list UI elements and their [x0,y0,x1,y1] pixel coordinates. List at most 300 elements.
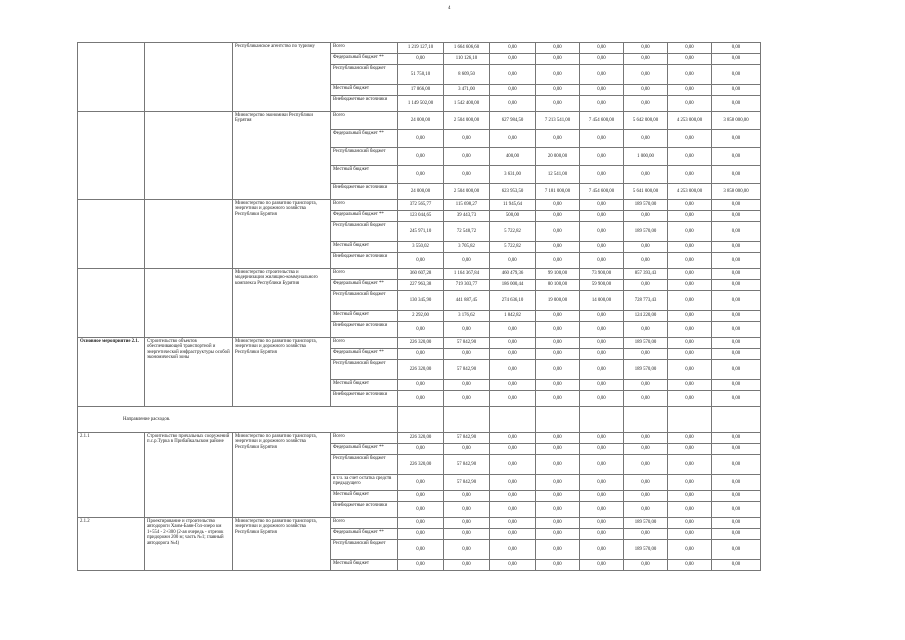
table-row [78,518,761,529]
amount-cell: 0,00 [398,560,444,571]
amount-cell: 0,00 [624,475,668,491]
amount-cell: 0,00 [668,291,712,311]
amount-cell: 123 044,65 [398,211,444,222]
amount-cell: 226 320,00 [398,455,444,475]
funding-source: Внебюджетные источники [331,253,398,269]
amount-cell: 39 443,73 [444,211,490,222]
amount-cell: 0,00 [580,211,624,222]
amount-cell: 227 963,38 [398,280,444,291]
funding-source: Внебюджетные источники [331,502,398,518]
amount-cell: 0,00 [398,253,444,269]
amount-cell: 857 393,43 [624,269,668,280]
amount-cell: 0,00 [444,391,490,407]
program-code [78,43,145,112]
program-name [145,43,233,112]
page-number: 4 [448,6,451,11]
amount-cell: 24 000,00 [398,184,444,200]
amount-cell: 0,00 [712,43,761,54]
amount-cell: 0,00 [624,455,668,475]
amount-cell: 0,00 [398,130,444,148]
funding-source: Всего [331,433,398,444]
amount-cell: 0,00 [624,242,668,253]
amount-cell: 0,00 [712,322,761,338]
table-row [78,269,761,280]
amount-cell: 0,00 [580,43,624,54]
amount-cell: 7 454 600,00 [580,184,624,200]
amount-cell: 5 642 000,00 [624,112,668,130]
amount-cell: 0,00 [490,560,536,571]
amount-cell: 0,00 [536,349,580,360]
amount-cell: 115 698,27 [444,200,490,211]
funding-source: в т.ч. за счет остатка средств предыдущего [331,475,398,491]
amount-cell: 0,00 [712,166,761,184]
executor-name: Министерство экономики Республики Бурятия [233,112,331,200]
empty-cell [580,407,624,433]
amount-cell: 0,00 [398,540,444,560]
amount-cell: 0,00 [580,200,624,211]
funding-source: Местный бюджет [331,380,398,391]
amount-cell: 0,00 [444,444,490,455]
amount-cell: 0,00 [580,560,624,571]
amount-cell: 5 722,82 [490,242,536,253]
amount-cell: 12 541,00 [536,166,580,184]
table-row [78,338,761,349]
amount-cell: 1 664 606,60 [444,43,490,54]
amount-cell: 0,00 [580,65,624,85]
funding-source: Федеральный бюджет ** [331,54,398,65]
amount-cell: 3 471,00 [444,85,490,96]
amount-cell: 0,00 [580,322,624,338]
amount-cell: 0,00 [624,491,668,502]
amount-cell: 0,00 [580,380,624,391]
program-name: Строительство объектов обеспечивающей транспортной и энергетической инфраструктуры особой экономической зоны [145,338,233,407]
amount-cell: 0,00 [536,211,580,222]
amount-cell: 0,00 [444,560,490,571]
amount-cell: 99 100,00 [536,269,580,280]
amount-cell: 124 220,00 [624,311,668,322]
amount-cell: 0,00 [624,433,668,444]
amount-cell: 0,00 [712,433,761,444]
amount-cell: 3 550,02 [398,242,444,253]
amount-cell: 3 858 000,00 [712,112,761,130]
amount-cell: 226 320,00 [398,338,444,349]
amount-cell: 189 570,00 [624,518,668,529]
amount-cell: 0,00 [624,380,668,391]
funding-source: Местный бюджет [331,166,398,184]
amount-cell: 0,00 [580,54,624,65]
amount-cell: 0,00 [712,222,761,242]
amount-cell: 0,00 [580,222,624,242]
amount-cell: 8 609,50 [444,65,490,85]
amount-cell: 0,00 [580,433,624,444]
amount-cell: 0,00 [490,444,536,455]
amount-cell: 14 000,00 [580,291,624,311]
table-row [78,43,761,54]
amount-cell: 0,00 [490,54,536,65]
amount-cell: 20 000,00 [536,148,580,166]
amount-cell: 0,00 [490,475,536,491]
amount-cell: 7 181 000,00 [536,184,580,200]
amount-cell: 57 842,90 [444,455,490,475]
amount-cell: 0,00 [536,130,580,148]
amount-cell: 0,00 [668,242,712,253]
amount-cell: 0,00 [712,253,761,269]
amount-cell: 0,00 [668,338,712,349]
amount-cell: 0,00 [580,455,624,475]
program-code: 2.1.1 [78,433,145,518]
amount-cell: 360 607,28 [398,269,444,280]
amount-cell: 0,00 [668,269,712,280]
amount-cell: 0,00 [536,380,580,391]
amount-cell: 728 773,43 [624,291,668,311]
amount-cell: 0,00 [490,338,536,349]
amount-cell: 274 636,10 [490,291,536,311]
amount-cell: 1 164 367,84 [444,269,490,280]
amount-cell: 0,00 [668,130,712,148]
amount-cell: 110 126,10 [444,54,490,65]
amount-cell: 0,00 [668,518,712,529]
amount-cell: 0,00 [398,380,444,391]
empty-cell [624,407,668,433]
amount-cell: 0,00 [536,518,580,529]
empty-cell [668,407,712,433]
amount-cell: 0,00 [668,560,712,571]
amount-cell: 130 345,90 [398,291,444,311]
amount-cell: 0,00 [444,322,490,338]
funding-source: Республиканский бюджет [331,291,398,311]
amount-cell: 0,00 [624,391,668,407]
amount-cell: 5 641 000,00 [624,184,668,200]
amount-cell: 0,00 [490,502,536,518]
program-name [145,112,233,200]
amount-cell: 0,00 [624,560,668,571]
amount-cell: 0,00 [536,560,580,571]
amount-cell: 0,00 [536,338,580,349]
amount-cell: 0,00 [624,253,668,269]
funding-source: Республиканский бюджет [331,222,398,242]
program-code [78,200,145,269]
amount-cell: 0,00 [668,322,712,338]
amount-cell: 1 219 127,10 [398,43,444,54]
funding-source: Республиканский бюджет [331,65,398,85]
amount-cell: 189 570,00 [624,360,668,380]
amount-cell: 0,00 [668,253,712,269]
amount-cell: 0,00 [490,455,536,475]
program-name: Строительство причальных сооружений п.с.р.Турка в Прибайкальском районе [145,433,233,518]
amount-cell: 0,00 [580,311,624,322]
amount-cell: 0,00 [712,269,761,280]
amount-cell: 0,00 [624,502,668,518]
amount-cell: 0,00 [668,211,712,222]
amount-cell: 0,00 [490,518,536,529]
amount-cell: 2 292,00 [398,311,444,322]
amount-cell: 189 570,00 [624,200,668,211]
amount-cell: 0,00 [536,222,580,242]
funding-source: Всего [331,43,398,54]
amount-cell: 226 320,00 [398,360,444,380]
amount-cell: 0,00 [712,96,761,112]
amount-cell: 0,00 [668,360,712,380]
amount-cell: 0,00 [580,475,624,491]
amount-cell: 0,00 [712,455,761,475]
amount-cell: 1 542 400,00 [444,96,490,112]
amount-cell: 0,00 [490,391,536,407]
funding-source: Всего [331,518,398,529]
amount-cell: 0,00 [580,148,624,166]
amount-cell: 0,00 [490,491,536,502]
amount-cell: 0,00 [624,211,668,222]
amount-cell: 0,00 [580,360,624,380]
section-row [78,407,761,433]
funding-source: Федеральный бюджет ** [331,349,398,360]
amount-cell: 0,00 [536,43,580,54]
amount-cell: 0,00 [580,242,624,253]
executor-name: Министерство по развитию транспорта, энергетики и дорожного хозяйства Республики Бурятия [233,338,331,407]
amount-cell: 5 722,82 [490,222,536,242]
amount-cell: 0,00 [668,85,712,96]
funding-source: Внебюджетные источники [331,322,398,338]
amount-cell: 11 945,64 [490,200,536,211]
amount-cell: 0,00 [668,349,712,360]
funding-source: Федеральный бюджет ** [331,130,398,148]
amount-cell: 0,00 [624,349,668,360]
amount-cell: 0,00 [668,200,712,211]
amount-cell: 0,00 [624,322,668,338]
amount-cell: 3 705,82 [444,242,490,253]
amount-cell: 0,00 [536,200,580,211]
amount-cell: 0,00 [668,491,712,502]
amount-cell: 0,00 [668,502,712,518]
funding-source: Федеральный бюджет ** [331,280,398,291]
executor-name: Министерство по развитию транспорта, энергетики и дорожного хозяйства Республики Бурятия [233,200,331,269]
amount-cell: 0,00 [398,518,444,529]
amount-cell: 0,00 [536,502,580,518]
amount-cell: 72 548,72 [444,222,490,242]
amount-cell: 4 253 000,00 [668,184,712,200]
amount-cell: 0,00 [712,349,761,360]
amount-cell: 0,00 [580,540,624,560]
amount-cell: 0,00 [444,148,490,166]
amount-cell: 372 565,77 [398,200,444,211]
amount-cell: 0,00 [444,349,490,360]
funding-source: Всего [331,338,398,349]
amount-cell: 7 454 600,00 [580,112,624,130]
funding-source: Всего [331,200,398,211]
amount-cell: 0,00 [712,200,761,211]
executor-name: Министерство по развитию транспорта, энергетики и дорожного хозяйства Республики Бурятия [233,518,331,571]
amount-cell: 0,00 [580,253,624,269]
amount-cell: 0,00 [624,444,668,455]
amount-cell: 0,00 [668,96,712,112]
amount-cell: 0,00 [580,391,624,407]
funding-source: Местный бюджет [331,560,398,571]
amount-cell: 3 858 000,00 [712,184,761,200]
amount-cell: 0,00 [712,130,761,148]
amount-cell: 0,00 [444,502,490,518]
amount-cell: 0,00 [536,311,580,322]
amount-cell: 0,00 [490,96,536,112]
amount-cell: 0,00 [398,529,444,540]
amount-cell: 0,00 [398,54,444,65]
amount-cell: 0,00 [536,322,580,338]
amount-cell: 0,00 [398,475,444,491]
amount-cell: 0,00 [444,491,490,502]
section-title: Направление расходов. [78,407,398,433]
funding-source: Местный бюджет [331,85,398,96]
amount-cell: 3 631,00 [490,166,536,184]
amount-cell: 500,00 [490,211,536,222]
amount-cell: 0,00 [536,433,580,444]
amount-cell: 19 000,00 [536,291,580,311]
amount-cell: 0,00 [668,148,712,166]
executor-name: Министерство по развитию транспорта, энергетики и дорожного хозяйства Республики Бурятия [233,433,331,518]
amount-cell: 0,00 [444,540,490,560]
amount-cell: 0,00 [580,518,624,529]
amount-cell: 17 866,00 [398,85,444,96]
amount-cell: 0,00 [580,349,624,360]
amount-cell: 0,00 [668,391,712,407]
amount-cell: 0,00 [398,166,444,184]
program-name: Проектирование и строительство автодороги Хаим-Баян-Гол-озеро км 1+554 - 2+300 (2-ая очередь - отрезок придорожн 200 м; часть №1; главный автодорога №4) [145,518,233,571]
amount-cell: 245 971,10 [398,222,444,242]
amount-cell: 0,00 [668,529,712,540]
amount-cell: 0,00 [712,242,761,253]
amount-cell: 719 303,77 [444,280,490,291]
amount-cell: 57 842,90 [444,338,490,349]
amount-cell: 0,00 [398,491,444,502]
amount-cell: 627 984,50 [490,112,536,130]
amount-cell: 0,00 [580,85,624,96]
empty-cell [536,407,580,433]
table-row [78,112,761,130]
amount-cell: 189 570,00 [624,540,668,560]
amount-cell: 7 213 541,00 [536,112,580,130]
amount-cell: 0,00 [490,253,536,269]
amount-cell: 0,00 [712,560,761,571]
funding-source: Федеральный бюджет ** [331,211,398,222]
amount-cell: 0,00 [536,444,580,455]
amount-cell: 460 479,36 [490,269,536,280]
amount-cell: 0,00 [712,502,761,518]
amount-cell: 0,00 [624,85,668,96]
amount-cell: 0,00 [398,391,444,407]
amount-cell: 57 842,90 [444,475,490,491]
amount-cell: 0,00 [712,65,761,85]
amount-cell: 0,00 [536,85,580,96]
amount-cell: 0,00 [444,130,490,148]
funding-source: Республиканский бюджет [331,360,398,380]
amount-cell: 57 842,90 [444,433,490,444]
amount-cell: 189 570,00 [624,222,668,242]
amount-cell: 226 320,00 [398,433,444,444]
amount-cell: 0,00 [398,148,444,166]
amount-cell: 0,00 [580,166,624,184]
amount-cell: 24 000,00 [398,112,444,130]
amount-cell: 0,00 [624,166,668,184]
amount-cell: 0,00 [444,166,490,184]
program-code [78,269,145,338]
amount-cell: 73 900,00 [580,269,624,280]
amount-cell: 0,00 [712,529,761,540]
amount-cell: 0,00 [712,475,761,491]
amount-cell: 0,00 [444,380,490,391]
amount-cell: 1 000,00 [624,148,668,166]
amount-cell: 0,00 [490,43,536,54]
empty-cell [490,407,536,433]
amount-cell: 0,00 [712,291,761,311]
amount-cell: 0,00 [490,322,536,338]
amount-cell: 0,00 [668,455,712,475]
amount-cell: 0,00 [536,242,580,253]
amount-cell: 0,00 [624,65,668,85]
amount-cell: 0,00 [398,444,444,455]
amount-cell: 0,00 [668,43,712,54]
amount-cell: 0,00 [536,54,580,65]
funding-source: Республиканский бюджет [331,540,398,560]
funding-source: Местный бюджет [331,242,398,253]
amount-cell: 0,00 [712,360,761,380]
funding-source: Республиканский бюджет [331,455,398,475]
amount-cell: 0,00 [444,253,490,269]
amount-cell: 0,00 [536,360,580,380]
amount-cell: 0,00 [668,444,712,455]
amount-cell: 0,00 [536,491,580,502]
amount-cell: 0,00 [668,540,712,560]
amount-cell: 59 900,00 [580,280,624,291]
amount-cell: 1 149 502,00 [398,96,444,112]
amount-cell: 0,00 [712,338,761,349]
amount-cell: 4 253 000,00 [668,112,712,130]
amount-cell: 80 100,00 [536,280,580,291]
amount-cell: 0,00 [398,502,444,518]
amount-cell: 3 176,62 [444,311,490,322]
amount-cell: 0,00 [490,85,536,96]
amount-cell: 0,00 [624,130,668,148]
funding-source: Республиканский бюджет [331,148,398,166]
funding-source: Внебюджетные источники [331,96,398,112]
amount-cell: 0,00 [490,380,536,391]
table-row [78,433,761,444]
amount-cell: 0,00 [668,475,712,491]
amount-cell: 186 000,44 [490,280,536,291]
amount-cell: 0,00 [580,444,624,455]
amount-cell: 0,00 [624,529,668,540]
amount-cell: 0,00 [580,529,624,540]
amount-cell: 0,00 [712,380,761,391]
amount-cell: 0,00 [490,529,536,540]
amount-cell: 1 842,82 [490,311,536,322]
empty-cell [398,407,444,433]
executor-name: Министерство строительства и модернизации жилищно-коммунального комплекса Республики Бурятия [233,269,331,338]
amount-cell: 0,00 [536,455,580,475]
amount-cell: 0,00 [490,65,536,85]
amount-cell: 623 953,50 [490,184,536,200]
amount-cell: 0,00 [536,65,580,85]
executor-name: Республиканское агентство по туризму [233,43,331,112]
funding-source: Местный бюджет [331,491,398,502]
amount-cell: 0,00 [444,518,490,529]
amount-cell: 0,00 [624,280,668,291]
funding-source: Местный бюджет [331,311,398,322]
amount-cell: 0,00 [712,54,761,65]
funding-source: Внебюджетные источники [331,184,398,200]
table-row [78,200,761,211]
empty-cell [712,407,761,433]
amount-cell: 0,00 [712,280,761,291]
amount-cell: 0,00 [668,280,712,291]
amount-cell: 0,00 [668,54,712,65]
amount-cell: 0,00 [712,311,761,322]
